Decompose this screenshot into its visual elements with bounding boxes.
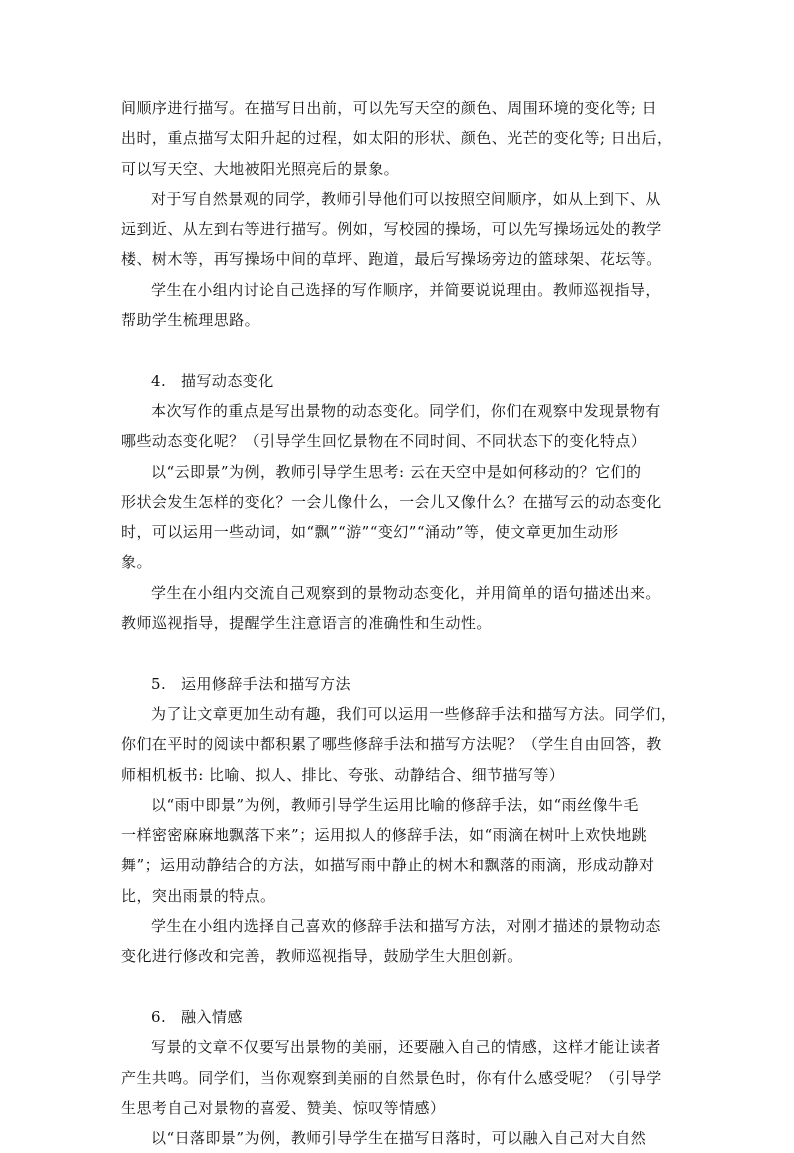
section-gap bbox=[121, 972, 681, 1002]
section bbox=[121, 366, 681, 639]
text-line: 可以写天空、大地被阳光照亮后的景象。 bbox=[121, 159, 400, 178]
text-line: 比，突出雨景的特点。 bbox=[121, 886, 276, 905]
text-line: 学生在小组内讨论自己选择的写作顺序，并简要说说理由。教师巡视指导， bbox=[151, 280, 661, 299]
text-line: 学生在小组内交流自己观察到的景物动态变化，并用简单的语句描述出来。 bbox=[151, 583, 661, 602]
section-heading bbox=[121, 366, 681, 396]
paragraph bbox=[121, 93, 681, 184]
section-title: 运用修辞手法和描写方法 bbox=[181, 674, 351, 693]
text-line: 师相机板书: 比喻、拟人、排比、夸张、动静结合、细节描写等） bbox=[121, 765, 565, 784]
text-line: 学生在小组内选择自己喜欢的修辞手法和描写方法，对刚才描述的景物动态 bbox=[151, 917, 661, 936]
document-body bbox=[121, 93, 681, 1153]
text-line: 产生共鸣。同学们，当你观察到美丽的自然景色时，你有什么感受呢？（引导学 bbox=[121, 1068, 662, 1087]
section-number: 5. bbox=[151, 674, 167, 693]
section-title: 描写动态变化 bbox=[181, 371, 274, 390]
text-line: 间顺序进行描写。在描写日出前，可以先写天空的颜色、周围环境的变化等; 日 bbox=[121, 99, 658, 117]
section-heading bbox=[121, 1002, 681, 1032]
text-line: 为了让文章更加生动有趣，我们可以运用一些修辞手法和描写方法。同学们， bbox=[151, 704, 677, 723]
section bbox=[121, 1002, 681, 1153]
text-line: 教师巡视指导，提醒学生注意语言的准确性和生动性。 bbox=[121, 614, 492, 633]
section-gap bbox=[121, 335, 681, 365]
section-gap bbox=[121, 638, 681, 668]
text-line: 以“雨中即景”为例，教师引导学生运用比喻的修辞手法，如“雨丝像牛毛 bbox=[151, 795, 639, 814]
section bbox=[121, 669, 681, 972]
section-title: 融入情感 bbox=[181, 1007, 243, 1026]
paragraph bbox=[121, 184, 681, 275]
text-line: 以“日落即景”为例，教师引导学生在描写日落时，可以融入自己对大自然 bbox=[151, 1129, 647, 1148]
text-line: 写景的文章不仅要写出景物的美丽，还要融入自己的情感，这样才能让读者 bbox=[151, 1038, 661, 1057]
text-line: 哪些动态变化呢？（引导学生回忆景物在不同时间、不同状态下的变化特点） bbox=[121, 432, 647, 451]
text-line: 帮助学生梳理思路。 bbox=[121, 311, 261, 330]
text-line: 变化进行修改和完善，教师巡视指导，鼓励学生大胆创新。 bbox=[121, 947, 523, 966]
section-number: 4. bbox=[151, 371, 167, 390]
text-line: 时，可以运用一些动词，如“飘”“游”“变幻”“涌动”等，使文章更加生动形 bbox=[121, 523, 619, 542]
text-line: 形状会发生怎样的变化？一会儿像什么，一会儿又像什么？在描写云的动态变化 bbox=[121, 492, 662, 511]
paragraph bbox=[121, 275, 681, 336]
text-line: 象。 bbox=[121, 553, 152, 572]
text-line: 舞”；运用动静结合的方法，如描写雨中静止的树木和飘落的雨滴，形成动静对 bbox=[121, 856, 655, 875]
text-line: 出时，重点描写太阳升起的过程，如太阳的形状、颜色、光芒的变化等; 日出后， bbox=[121, 129, 673, 148]
text-line: 对于写自然景观的同学，教师引导他们可以按照空间顺序，如从上到下、从 bbox=[151, 189, 661, 208]
text-line: 本次写作的重点是写出景物的动态变化。同学们，你们在观察中发现景物有 bbox=[151, 401, 661, 420]
text-line: 一样密密麻麻地飘落下来”；运用拟人的修辞手法，如“雨滴在树叶上欢快地跳 bbox=[121, 826, 648, 845]
text-line: 你们在平时的阅读中都积累了哪些修辞手法和描写方法呢？（学生自由回答，教 bbox=[121, 735, 662, 754]
section-number: 6. bbox=[151, 1007, 167, 1026]
text-line: 楼、树木等，再写操场中间的草坪、跑道，最后写操场旁边的篮球架、花坛等。 bbox=[121, 250, 662, 269]
text-line: 以“云即景”为例，教师引导学生思考: 云在天空中是如何移动的？它们的 bbox=[151, 462, 642, 481]
text-line: 远到近、从左到右等进行描写。例如，写校园的操场，可以先写操场远处的教学 bbox=[121, 220, 662, 239]
text-line: 生思考自己对景物的喜爱、赞美、惊叹等情感） bbox=[121, 1098, 446, 1117]
section-heading bbox=[121, 669, 681, 699]
